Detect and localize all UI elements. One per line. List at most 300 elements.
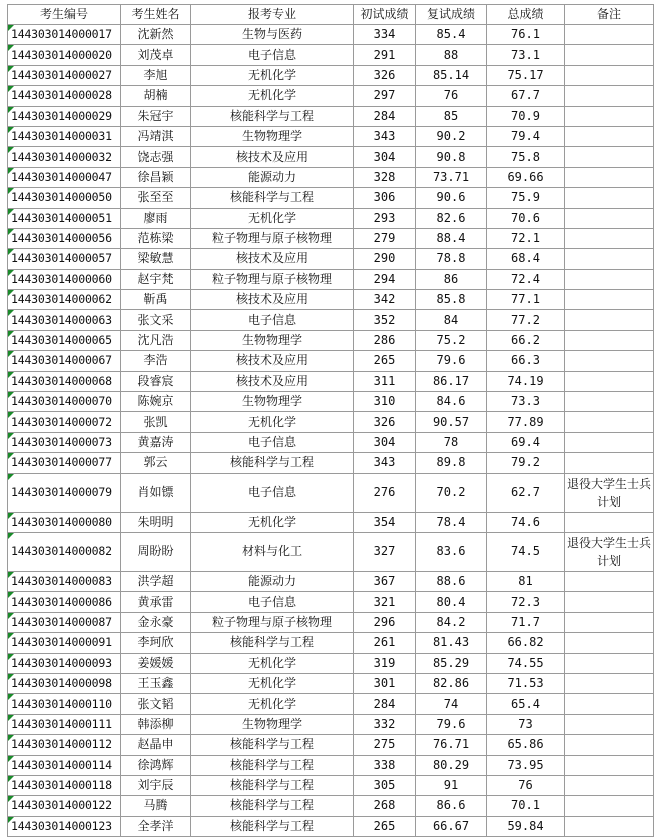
name-cell[interactable] xyxy=(121,290,191,310)
name-cell[interactable] xyxy=(121,167,191,187)
note-cell[interactable] xyxy=(565,167,654,187)
total-score-text: 59.84 xyxy=(507,818,544,833)
note-cell[interactable] xyxy=(565,351,654,371)
initial-score-cell[interactable] xyxy=(354,735,416,755)
total-score-cell[interactable] xyxy=(487,249,565,269)
initial-score-cell[interactable] xyxy=(354,592,416,612)
major-text: 生物物理学 xyxy=(241,333,302,348)
initial-score-cell[interactable] xyxy=(354,310,416,330)
retest-score-cell[interactable] xyxy=(416,392,487,412)
total-score-cell[interactable] xyxy=(487,167,565,187)
note-cell[interactable] xyxy=(565,714,654,734)
name-text: 张文采 xyxy=(137,312,174,327)
note-cell[interactable] xyxy=(565,694,654,714)
total-score-cell[interactable] xyxy=(487,432,565,452)
note-cell[interactable] xyxy=(565,290,654,310)
name-cell[interactable] xyxy=(121,453,191,473)
initial-score-text: 301 xyxy=(373,676,396,691)
major-cell[interactable] xyxy=(191,633,354,653)
name-cell[interactable] xyxy=(121,228,191,248)
note-cell[interactable] xyxy=(565,188,654,208)
name-text: 冯靖淇 xyxy=(137,129,174,144)
exam-id-cell[interactable] xyxy=(8,45,121,65)
table-row xyxy=(8,512,654,532)
total-score-cell[interactable] xyxy=(487,65,565,85)
initial-score-cell[interactable] xyxy=(354,330,416,350)
name-cell[interactable] xyxy=(121,816,191,836)
total-score-cell[interactable] xyxy=(487,532,565,571)
initial-score-cell[interactable] xyxy=(354,633,416,653)
initial-score-cell[interactable] xyxy=(354,612,416,632)
name-cell[interactable] xyxy=(121,126,191,146)
major-cell[interactable] xyxy=(191,571,354,591)
exam-id-cell[interactable] xyxy=(8,775,121,795)
major-cell[interactable] xyxy=(191,532,354,571)
exam-id-cell[interactable] xyxy=(8,412,121,432)
total-score-cell[interactable] xyxy=(487,45,565,65)
retest-score-cell[interactable] xyxy=(416,571,487,591)
retest-score-cell[interactable] xyxy=(416,45,487,65)
total-score-cell[interactable] xyxy=(487,612,565,632)
major-cell[interactable] xyxy=(191,188,354,208)
major-cell[interactable] xyxy=(191,351,354,371)
note-cell[interactable] xyxy=(565,330,654,350)
initial-score-cell[interactable] xyxy=(354,473,416,512)
table-row xyxy=(8,45,654,65)
note-cell[interactable] xyxy=(565,147,654,167)
major-cell[interactable] xyxy=(191,25,354,45)
initial-score-cell[interactable] xyxy=(354,796,416,816)
note-cell[interactable] xyxy=(565,412,654,432)
total-score-cell[interactable] xyxy=(487,392,565,412)
exam-id-cell[interactable] xyxy=(8,755,121,775)
retest-score-cell[interactable] xyxy=(416,310,487,330)
total-score-cell[interactable] xyxy=(487,653,565,673)
major-cell[interactable] xyxy=(191,592,354,612)
total-score-cell[interactable] xyxy=(487,25,565,45)
note-cell[interactable] xyxy=(565,249,654,269)
initial-score-cell[interactable] xyxy=(354,188,416,208)
total-score-cell[interactable] xyxy=(487,269,565,289)
initial-score-cell[interactable] xyxy=(354,532,416,571)
initial-score-cell[interactable] xyxy=(354,25,416,45)
note-cell[interactable] xyxy=(565,208,654,228)
name-cell[interactable] xyxy=(121,571,191,591)
exam-id-cell[interactable] xyxy=(8,65,121,85)
initial-score-cell[interactable] xyxy=(354,147,416,167)
note-cell[interactable] xyxy=(565,633,654,653)
number-as-text-indicator-icon xyxy=(8,453,14,459)
total-score-cell[interactable] xyxy=(487,735,565,755)
total-score-cell[interactable] xyxy=(487,796,565,816)
name-cell[interactable] xyxy=(121,371,191,391)
total-score-cell[interactable] xyxy=(487,208,565,228)
name-cell[interactable] xyxy=(121,351,191,371)
initial-score-cell[interactable] xyxy=(354,126,416,146)
name-cell[interactable] xyxy=(121,432,191,452)
name-text: 王玉鑫 xyxy=(137,676,174,691)
initial-score-cell[interactable] xyxy=(354,249,416,269)
major-text: 核能科学与工程 xyxy=(229,757,314,772)
exam-id-cell[interactable] xyxy=(8,653,121,673)
initial-score-cell[interactable] xyxy=(354,453,416,473)
exam-id-cell[interactable] xyxy=(8,188,121,208)
initial-score-cell[interactable] xyxy=(354,653,416,673)
total-score-cell[interactable] xyxy=(487,714,565,734)
retest-score-text: 84.2 xyxy=(436,614,466,629)
name-cell[interactable] xyxy=(121,612,191,632)
retest-score-cell[interactable] xyxy=(416,249,487,269)
total-score-cell[interactable] xyxy=(487,106,565,126)
retest-score-cell[interactable] xyxy=(416,86,487,106)
note-cell[interactable] xyxy=(565,228,654,248)
major-cell[interactable] xyxy=(191,412,354,432)
major-cell[interactable] xyxy=(191,612,354,632)
name-cell[interactable] xyxy=(121,673,191,693)
number-as-text-indicator-icon xyxy=(8,433,14,439)
exam-id-text: 144303014000028 xyxy=(11,88,112,103)
initial-score-cell[interactable] xyxy=(354,432,416,452)
major-cell[interactable] xyxy=(191,473,354,512)
exam-id-cell[interactable] xyxy=(8,228,121,248)
exam-id-cell[interactable] xyxy=(8,310,121,330)
retest-score-cell[interactable] xyxy=(416,673,487,693)
note-cell[interactable] xyxy=(565,775,654,795)
retest-score-cell[interactable] xyxy=(416,65,487,85)
note-cell[interactable] xyxy=(565,45,654,65)
retest-score-cell[interactable] xyxy=(416,512,487,532)
major-cell[interactable] xyxy=(191,45,354,65)
exam-id-cell[interactable] xyxy=(8,249,121,269)
initial-score-cell[interactable] xyxy=(354,694,416,714)
major-cell[interactable] xyxy=(191,755,354,775)
retest-score-text: 66.67 xyxy=(432,818,470,833)
retest-score-cell[interactable] xyxy=(416,228,487,248)
header-exam-id: 考生编号 xyxy=(8,5,121,25)
retest-score-cell[interactable] xyxy=(416,25,487,45)
note-cell[interactable] xyxy=(565,25,654,45)
name-cell[interactable] xyxy=(121,45,191,65)
retest-score-cell[interactable] xyxy=(416,473,487,512)
initial-score-cell[interactable] xyxy=(354,351,416,371)
retest-score-cell[interactable] xyxy=(416,167,487,187)
initial-score-cell[interactable] xyxy=(354,755,416,775)
initial-score-text: 352 xyxy=(373,312,396,327)
total-score-cell[interactable] xyxy=(487,371,565,391)
name-cell[interactable] xyxy=(121,310,191,330)
initial-score-cell[interactable] xyxy=(354,228,416,248)
exam-id-text: 144303014000050 xyxy=(11,190,112,205)
retest-score-cell[interactable] xyxy=(416,351,487,371)
note-cell[interactable] xyxy=(565,673,654,693)
exam-id-cell[interactable] xyxy=(8,351,121,371)
major-cell[interactable] xyxy=(191,392,354,412)
initial-score-cell[interactable] xyxy=(354,512,416,532)
exam-id-cell[interactable] xyxy=(8,392,121,412)
major-cell[interactable] xyxy=(191,735,354,755)
total-score-text: 79.4 xyxy=(511,129,540,144)
initial-score-text: 305 xyxy=(373,778,396,793)
initial-score-cell[interactable] xyxy=(354,290,416,310)
major-cell[interactable] xyxy=(191,694,354,714)
exam-id-cell[interactable] xyxy=(8,167,121,187)
total-score-cell[interactable] xyxy=(487,310,565,330)
initial-score-cell[interactable] xyxy=(354,167,416,187)
name-cell[interactable] xyxy=(121,25,191,45)
exam-id-cell[interactable] xyxy=(8,633,121,653)
exam-id-cell[interactable] xyxy=(8,571,121,591)
note-cell[interactable] xyxy=(565,453,654,473)
name-cell[interactable] xyxy=(121,392,191,412)
major-cell[interactable] xyxy=(191,653,354,673)
initial-score-cell[interactable] xyxy=(354,412,416,432)
exam-id-cell[interactable] xyxy=(8,269,121,289)
exam-id-cell[interactable] xyxy=(8,473,121,512)
total-score-cell[interactable] xyxy=(487,453,565,473)
exam-id-cell[interactable] xyxy=(8,432,121,452)
exam-id-cell[interactable] xyxy=(8,208,121,228)
total-score-cell[interactable] xyxy=(487,571,565,591)
total-score-cell[interactable] xyxy=(487,147,565,167)
retest-score-cell[interactable] xyxy=(416,188,487,208)
total-score-cell[interactable] xyxy=(487,188,565,208)
name-text: 饶志强 xyxy=(137,149,174,164)
name-cell[interactable] xyxy=(121,633,191,653)
initial-score-cell[interactable] xyxy=(354,45,416,65)
initial-score-text: 294 xyxy=(373,271,396,286)
name-cell[interactable] xyxy=(121,755,191,775)
retest-score-cell[interactable] xyxy=(416,532,487,571)
major-cell[interactable] xyxy=(191,290,354,310)
major-cell[interactable] xyxy=(191,86,354,106)
initial-score-cell[interactable] xyxy=(354,392,416,412)
retest-score-cell[interactable] xyxy=(416,633,487,653)
total-score-text: 75.17 xyxy=(507,67,544,82)
name-cell[interactable] xyxy=(121,592,191,612)
exam-id-cell[interactable] xyxy=(8,592,121,612)
major-cell[interactable] xyxy=(191,147,354,167)
major-text: 核能科学与工程 xyxy=(229,778,314,793)
total-score-text: 74.6 xyxy=(511,514,540,529)
note-cell[interactable] xyxy=(565,473,654,512)
total-score-cell[interactable] xyxy=(487,512,565,532)
note-cell[interactable] xyxy=(565,653,654,673)
major-cell[interactable] xyxy=(191,208,354,228)
total-score-cell[interactable] xyxy=(487,633,565,653)
name-cell[interactable] xyxy=(121,532,191,571)
major-cell[interactable] xyxy=(191,126,354,146)
total-score-cell[interactable] xyxy=(487,330,565,350)
retest-score-cell[interactable] xyxy=(416,208,487,228)
initial-score-cell[interactable] xyxy=(354,269,416,289)
name-cell[interactable] xyxy=(121,796,191,816)
exam-id-cell[interactable] xyxy=(8,735,121,755)
note-cell[interactable] xyxy=(565,571,654,591)
total-score-cell[interactable] xyxy=(487,126,565,146)
header-name: 考生姓名 xyxy=(121,5,191,25)
major-cell[interactable] xyxy=(191,310,354,330)
initial-score-text: 290 xyxy=(373,251,396,266)
total-score-cell[interactable] xyxy=(487,351,565,371)
major-cell[interactable] xyxy=(191,106,354,126)
total-score-text: 76.1 xyxy=(511,27,540,42)
exam-id-cell[interactable] xyxy=(8,512,121,532)
major-cell[interactable] xyxy=(191,330,354,350)
initial-score-cell[interactable] xyxy=(354,714,416,734)
major-cell[interactable] xyxy=(191,65,354,85)
total-score-text: 66.3 xyxy=(511,353,540,368)
exam-id-cell[interactable] xyxy=(8,106,121,126)
total-score-cell[interactable] xyxy=(487,86,565,106)
name-cell[interactable] xyxy=(121,775,191,795)
name-cell[interactable] xyxy=(121,330,191,350)
total-score-cell[interactable] xyxy=(487,473,565,512)
retest-score-text: 86 xyxy=(443,271,459,286)
total-score-cell[interactable] xyxy=(487,775,565,795)
total-score-cell[interactable] xyxy=(487,592,565,612)
initial-score-text: 291 xyxy=(373,47,396,62)
total-score-cell[interactable] xyxy=(487,694,565,714)
major-cell[interactable] xyxy=(191,512,354,532)
note-cell[interactable] xyxy=(565,612,654,632)
retest-score-cell[interactable] xyxy=(416,432,487,452)
major-cell[interactable] xyxy=(191,269,354,289)
exam-id-cell[interactable] xyxy=(8,714,121,734)
note-cell[interactable] xyxy=(565,126,654,146)
note-cell[interactable] xyxy=(565,86,654,106)
exam-id-cell[interactable] xyxy=(8,126,121,146)
note-cell[interactable] xyxy=(565,816,654,836)
retest-score-cell[interactable] xyxy=(416,371,487,391)
note-cell[interactable] xyxy=(565,371,654,391)
retest-score-cell[interactable] xyxy=(416,816,487,836)
initial-score-cell[interactable] xyxy=(354,371,416,391)
name-cell[interactable] xyxy=(121,512,191,532)
name-cell[interactable] xyxy=(121,694,191,714)
initial-score-cell[interactable] xyxy=(354,86,416,106)
retest-score-cell[interactable] xyxy=(416,755,487,775)
retest-score-cell[interactable] xyxy=(416,412,487,432)
retest-score-cell[interactable] xyxy=(416,147,487,167)
retest-score-cell[interactable] xyxy=(416,106,487,126)
name-cell[interactable] xyxy=(121,473,191,512)
major-cell[interactable] xyxy=(191,432,354,452)
header-major: 报考专业 xyxy=(191,5,354,25)
total-score-cell[interactable] xyxy=(487,228,565,248)
total-score-cell[interactable] xyxy=(487,816,565,836)
note-cell[interactable] xyxy=(565,310,654,330)
major-cell[interactable] xyxy=(191,249,354,269)
exam-id-cell[interactable] xyxy=(8,816,121,836)
name-cell[interactable] xyxy=(121,208,191,228)
exam-id-cell[interactable] xyxy=(8,147,121,167)
name-cell[interactable] xyxy=(121,269,191,289)
exam-id-cell[interactable] xyxy=(8,532,121,571)
initial-score-cell[interactable] xyxy=(354,571,416,591)
note-cell[interactable] xyxy=(565,269,654,289)
total-score-cell[interactable] xyxy=(487,673,565,693)
initial-score-cell[interactable] xyxy=(354,65,416,85)
major-text: 粒子物理与原子核物理 xyxy=(211,231,332,246)
total-score-cell[interactable] xyxy=(487,290,565,310)
retest-score-cell[interactable] xyxy=(416,126,487,146)
name-cell[interactable] xyxy=(121,653,191,673)
retest-score-cell[interactable] xyxy=(416,694,487,714)
name-cell[interactable] xyxy=(121,106,191,126)
exam-id-cell[interactable] xyxy=(8,371,121,391)
note-cell[interactable] xyxy=(565,796,654,816)
name-cell[interactable] xyxy=(121,249,191,269)
retest-score-cell[interactable] xyxy=(416,735,487,755)
retest-score-cell[interactable] xyxy=(416,612,487,632)
retest-score-cell[interactable] xyxy=(416,775,487,795)
exam-id-cell[interactable] xyxy=(8,673,121,693)
note-cell[interactable] xyxy=(565,735,654,755)
total-score-cell[interactable] xyxy=(487,755,565,775)
note-cell[interactable] xyxy=(565,512,654,532)
name-cell[interactable] xyxy=(121,86,191,106)
retest-score-cell[interactable] xyxy=(416,714,487,734)
retest-score-text: 76 xyxy=(443,88,459,103)
exam-id-cell[interactable] xyxy=(8,86,121,106)
initial-score-cell[interactable] xyxy=(354,816,416,836)
exam-id-cell[interactable] xyxy=(8,694,121,714)
note-cell[interactable] xyxy=(565,532,654,571)
retest-score-cell[interactable] xyxy=(416,290,487,310)
name-cell[interactable] xyxy=(121,714,191,734)
note-cell[interactable] xyxy=(565,65,654,85)
retest-score-cell[interactable] xyxy=(416,796,487,816)
major-cell[interactable] xyxy=(191,228,354,248)
retest-score-cell[interactable] xyxy=(416,269,487,289)
name-cell[interactable] xyxy=(121,188,191,208)
initial-score-cell[interactable] xyxy=(354,673,416,693)
exam-id-cell[interactable] xyxy=(8,612,121,632)
exam-id-cell[interactable] xyxy=(8,25,121,45)
retest-score-cell[interactable] xyxy=(416,453,487,473)
retest-score-cell[interactable] xyxy=(416,592,487,612)
exam-id-cell[interactable] xyxy=(8,290,121,310)
name-cell[interactable] xyxy=(121,65,191,85)
major-cell[interactable] xyxy=(191,796,354,816)
note-cell[interactable] xyxy=(565,592,654,612)
name-cell[interactable] xyxy=(121,412,191,432)
major-cell[interactable] xyxy=(191,167,354,187)
retest-score-cell[interactable] xyxy=(416,330,487,350)
major-cell[interactable] xyxy=(191,816,354,836)
note-cell[interactable] xyxy=(565,432,654,452)
name-cell[interactable] xyxy=(121,735,191,755)
exam-id-cell[interactable] xyxy=(8,796,121,816)
major-cell[interactable] xyxy=(191,775,354,795)
note-cell[interactable] xyxy=(565,106,654,126)
initial-score-cell[interactable] xyxy=(354,106,416,126)
major-cell[interactable] xyxy=(191,371,354,391)
major-cell[interactable] xyxy=(191,673,354,693)
major-cell[interactable] xyxy=(191,453,354,473)
note-cell[interactable] xyxy=(565,392,654,412)
initial-score-cell[interactable] xyxy=(354,775,416,795)
retest-score-cell[interactable] xyxy=(416,653,487,673)
initial-score-cell[interactable] xyxy=(354,208,416,228)
exam-id-cell[interactable] xyxy=(8,330,121,350)
major-cell[interactable] xyxy=(191,714,354,734)
note-cell[interactable] xyxy=(565,755,654,775)
name-cell[interactable] xyxy=(121,147,191,167)
exam-id-cell[interactable] xyxy=(8,453,121,473)
total-score-cell[interactable] xyxy=(487,412,565,432)
name-text: 李旭 xyxy=(143,67,168,82)
